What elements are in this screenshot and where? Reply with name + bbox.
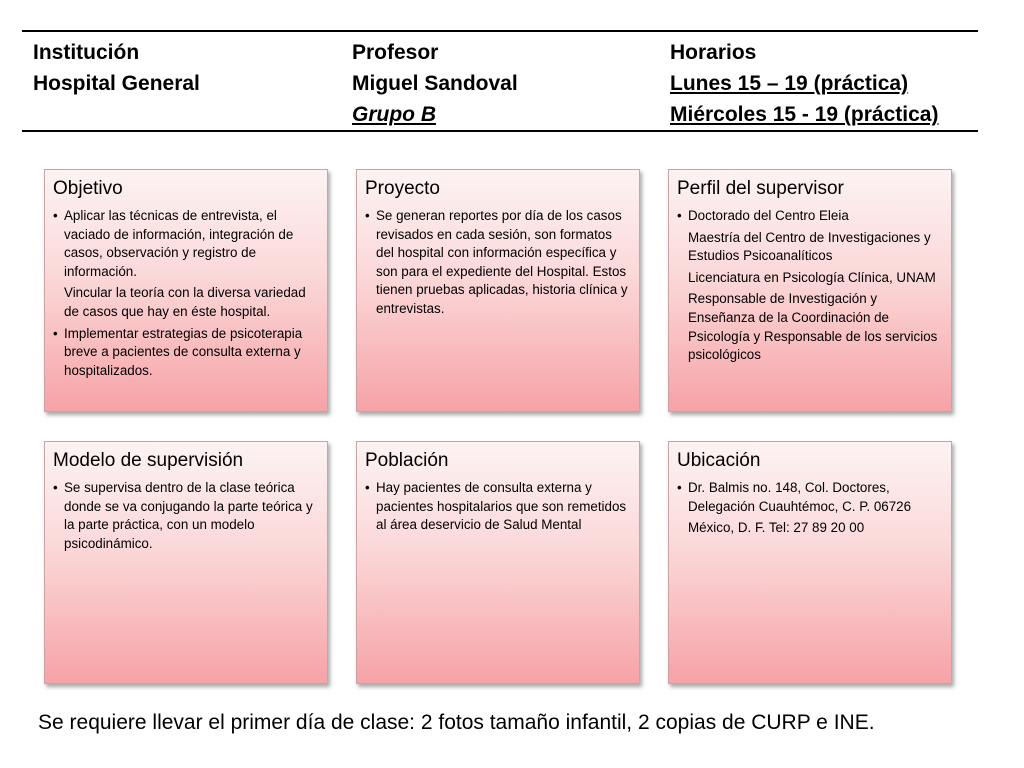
box-title: Objetivo — [53, 178, 123, 199]
list-item: • Doctorado del Centro Eleia — [677, 207, 943, 226]
box-title: Perfil del supervisor — [677, 178, 844, 199]
box-objetivo — [44, 169, 328, 412]
list-item: • Se generan reportes por día de los casos revisados en cada sesión, son formatos del hospital con información específica y son para el expediente del Hospital. Estos tienen pruebas aplicadas, historia clínica y entrevistas. — [365, 207, 631, 319]
profesor-group: Grupo B — [352, 103, 436, 126]
box-title: Población — [365, 450, 449, 471]
box-list — [53, 207, 319, 380]
list-item: • Aplicar las técnicas de entrevista, el vaciado de información, integración de casos, observación y registro de información. — [53, 207, 319, 281]
list-item: Responsable de Investigación y Enseñanza de la Coordinación de Psicología y Responsable de los servicios psicológicos — [688, 291, 938, 363]
header-horarios — [670, 37, 938, 130]
box-list — [677, 479, 943, 538]
box-title: Proyecto — [365, 178, 440, 199]
header-top-rule — [22, 30, 978, 32]
institucion-value: Hospital General — [33, 72, 200, 95]
horario-line-2: Miércoles 15 - 19 (práctica) — [670, 103, 939, 126]
list-item: • Se supervisa dentro de la clase teórica donde se va conjugando la parte teórica y la parte práctica, con un modelo psicodinámico. — [53, 479, 319, 553]
list-item: • Dr. Balmis no. 148, Col. Doctores, Delegación Cuauhtémoc, C. P. 06726 — [677, 479, 943, 516]
box-list — [365, 207, 631, 319]
header-bottom-rule — [22, 130, 978, 132]
box-list — [365, 479, 631, 535]
box-title: Ubicación — [677, 450, 761, 471]
list-item: • Implementar estrategias de psicoterapia breve a pacientes de consulta externa y hospitalizados. — [53, 325, 319, 381]
box-title: Modelo de supervisión — [53, 450, 244, 471]
list-item: México, D. F. Tel: 27 89 20 00 — [688, 520, 865, 536]
box-perfil-supervisor — [668, 169, 952, 412]
header-profesor — [352, 37, 518, 130]
list-item: Vincular la teoría con la diversa variedad de casos que hay en éste hospital. — [64, 285, 306, 319]
profesor-name: Miguel Sandoval — [352, 72, 518, 95]
horario-line-1: Lunes 15 – 19 (práctica) — [670, 72, 909, 95]
box-ubicacion — [668, 441, 952, 684]
footer-note: Se requiere llevar el primer día de clase: 2 fotos tamaño infantil, 2 copias de CURP e INE. — [38, 711, 875, 734]
header-institucion — [33, 37, 200, 99]
list-item: Maestría del Centro de Investigaciones y Estudios Psicoanalíticos — [688, 229, 931, 264]
horarios-label: Horarios — [670, 41, 757, 64]
list-item: • Hay pacientes de consulta externa y pacientes hospitalarios que son remetidos al área deservicio de Salud Mental — [365, 479, 631, 535]
box-list — [53, 479, 319, 553]
box-poblacion — [356, 441, 640, 684]
box-proyecto — [356, 169, 640, 412]
list-item: Licenciatura en Psicología Clínica, UNAM — [688, 269, 936, 285]
box-modelo-supervision — [44, 441, 328, 684]
profesor-label: Profesor — [352, 41, 439, 64]
institucion-label: Institución — [33, 41, 140, 64]
box-list — [677, 207, 943, 365]
